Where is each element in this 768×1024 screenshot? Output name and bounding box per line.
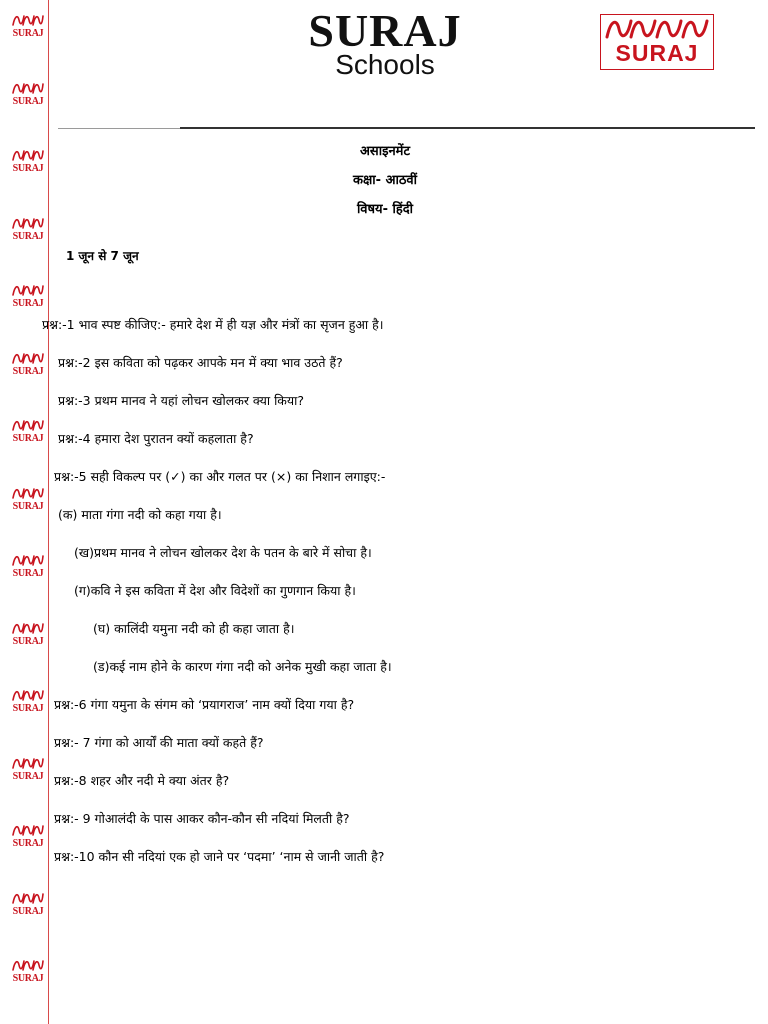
side-logo-wordmark: SURAJ — [12, 365, 44, 377]
subject-label: विषय- हिंदी — [356, 202, 414, 217]
school-subtitle: Schools — [335, 49, 435, 80]
question-8: प्रश्न:-8 शहर और नदी मे क्या अंतर है? — [54, 773, 230, 788]
side-logo — [12, 757, 44, 797]
side-logo-wordmark: SURAJ — [12, 230, 44, 242]
side-logo-wordmark: SURAJ — [12, 905, 44, 917]
side-logo-wordmark: SURAJ — [12, 95, 44, 107]
wave-logo-icon — [12, 217, 44, 231]
side-logo-wordmark: SURAJ — [12, 568, 44, 579]
side-logo — [12, 824, 44, 864]
side-logo-wordmark: SURAJ — [12, 500, 44, 512]
side-logo-wordmark: SURAJ — [12, 298, 44, 309]
option-da: (ड)कई नाम होने के कारण गंगा नदी को अनेक मुखी कहा जाता है। — [93, 659, 392, 674]
question-3: प्रश्न:-3 प्रथम मानव ने यहां लोचन खोलकर क्या किया? — [58, 393, 305, 408]
side-logo-wordmark: SURAJ — [12, 433, 44, 444]
question-5: प्रश्न:-5 सही विकल्प पर (✓) का और गलत पर (×) का निशान लगाइए:- — [54, 469, 386, 484]
header-divider — [180, 127, 755, 129]
wave-logo-icon — [12, 959, 44, 973]
question-9: प्रश्न:- 9 गोआलंदी के पास आकर कौन-कौन सी नदियां मिलती है? — [54, 811, 350, 826]
side-logo-wordmark: SURAJ — [12, 635, 44, 647]
wave-logo-icon — [12, 689, 44, 703]
side-logo-wordmark: SURAJ — [12, 770, 44, 782]
wave-logo-icon — [12, 487, 44, 501]
wave-logo-icon — [12, 824, 44, 838]
wave-logo-icon — [12, 82, 44, 96]
wave-logo-icon — [12, 757, 44, 771]
wave-logo-icon — [12, 14, 44, 28]
side-logo — [12, 892, 44, 932]
school-name: SURAJ — [308, 5, 462, 56]
side-logo — [12, 419, 44, 459]
side-logo — [12, 622, 44, 662]
side-logo-wordmark: SURAJ — [12, 28, 44, 39]
option-ka: (क) माता गंगा नदी को कहा गया है। — [58, 507, 222, 522]
assignment-title: असाइनमेंट — [359, 144, 410, 159]
question-1: प्रश्न:-1 भाव स्पष्ट कीजिए:- हमारे देश में ही यज्ञ और मंत्रों का सृजन हुआ है। — [42, 317, 384, 332]
wave-logo-icon — [12, 284, 44, 298]
side-logo-wordmark: SURAJ — [12, 163, 44, 174]
side-logo — [12, 554, 44, 594]
question-4: प्रश्न:-4 हमारा देश पुरातन क्यों कहलाता है? — [58, 431, 254, 446]
option-ga: (ग)कवि ने इस कविता में देश और विदेशों का गुणगान किया है। — [74, 583, 356, 598]
question-6: प्रश्न:-6 गंगा यमुना के संगम को ‘प्रयागराज’ नाम क्यों दिया गया है? — [54, 697, 355, 712]
question-7: प्रश्न:- 7 गंगा को आर्यों की माता क्यों कहते हैं? — [54, 735, 264, 750]
margin-line — [48, 0, 49, 1024]
side-logo — [12, 82, 44, 122]
side-logo-wordmark: SURAJ — [12, 973, 44, 984]
wave-logo-icon — [12, 554, 44, 568]
wave-logo-icon — [12, 622, 44, 636]
wave-logo-icon — [12, 419, 44, 433]
side-logo-strip — [0, 0, 50, 1024]
date-range: 1 जून से 7 जून — [66, 249, 139, 263]
class-label: कक्षा- आठवीं — [352, 173, 418, 188]
side-logo-wordmark: SURAJ — [12, 838, 44, 849]
side-logo — [12, 689, 44, 729]
logo-wordmark: SURAJ — [615, 40, 699, 66]
side-logo-wordmark: SURAJ — [12, 703, 44, 714]
wave-logo-icon — [12, 352, 44, 366]
option-gha: (घ) कालिंदी यमुना नदी को ही कहा जाता है। — [93, 621, 295, 636]
side-logo — [12, 284, 44, 324]
option-kha: (ख)प्रथम मानव ने लोचन खोलकर देश के पतन के बारे में सोचा है। — [74, 545, 372, 560]
wave-logo-icon — [12, 892, 44, 906]
side-logo — [12, 959, 44, 999]
side-logo — [12, 14, 44, 54]
question-10: प्रश्न:-10 कौन सी नदियां एक हो जाने पर ‘पदमा’ ‘नाम से जानी जाती है? — [54, 849, 385, 864]
question-2: प्रश्न:-2 इस कविता को पढ़कर आपके मन में क्या भाव उठते हैं? — [58, 355, 343, 370]
side-logo — [12, 217, 44, 257]
side-logo — [12, 352, 44, 392]
side-logo — [12, 487, 44, 527]
side-logo — [12, 149, 44, 189]
suraj-logo — [600, 14, 714, 70]
wave-logo-icon — [605, 17, 709, 41]
wave-logo-icon — [12, 149, 44, 163]
